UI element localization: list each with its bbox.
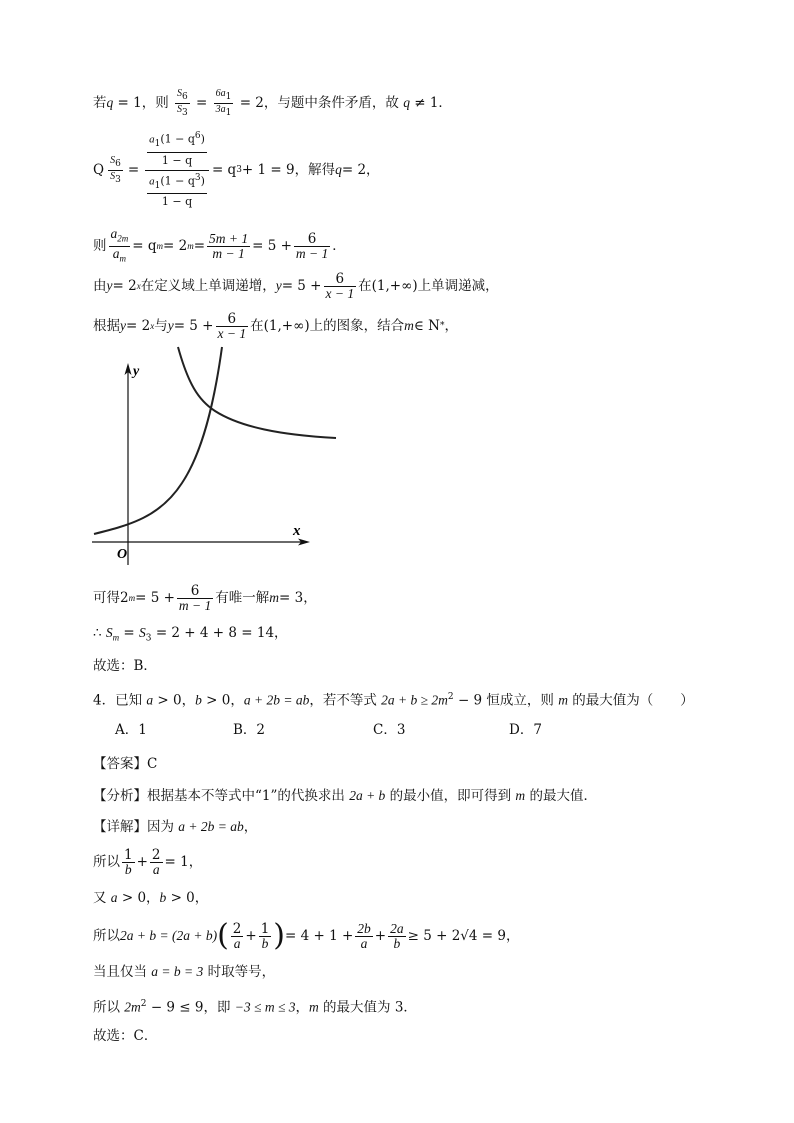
var: m xyxy=(404,318,414,333)
inequality: −3 ≤ m ≤ 3 xyxy=(234,999,296,1015)
text: ，即 xyxy=(203,999,235,1016)
sub: 1 xyxy=(225,108,232,118)
line-ratio-s6-s3: Q $\frac{S_6}{S_3}$ = $\frac{\frac{a_1(1 - q^6)}{1 - q}}{\frac{a_1(1 - q^3)}{1 - q}}$ = q 3 + 1 = 9，解得 q = 2， xyxy=(93,128,380,212)
text: 由 xyxy=(93,278,107,294)
text: 时取等号， xyxy=(203,964,276,980)
text: = 1， xyxy=(164,854,203,870)
text: ． xyxy=(332,238,346,254)
numerator: 2 xyxy=(232,920,242,937)
text: ) xyxy=(200,174,205,188)
var-q: q xyxy=(106,95,114,110)
denominator: m − 1 xyxy=(295,245,329,261)
exponential-curve xyxy=(94,347,222,534)
equation: a + 2b = ab xyxy=(243,692,310,708)
y-axis-label: y xyxy=(133,364,140,379)
text: 若 xyxy=(93,95,107,111)
text: (1 − q xyxy=(160,174,195,188)
var: y xyxy=(106,278,113,293)
fraction-6-x1 xyxy=(324,272,357,301)
numerator: 2 xyxy=(151,846,161,863)
text: 根据基本不等式中“1”的代换求出 xyxy=(147,788,350,804)
text: 又 xyxy=(93,890,111,906)
inner-fraction-bottom xyxy=(147,171,207,210)
fraction-1-b xyxy=(122,848,135,877)
fraction-s6-over-s3 xyxy=(108,155,123,186)
x-axis-label: x xyxy=(293,523,301,539)
text: 的最大值为（ ） xyxy=(567,692,694,709)
line-m-range xyxy=(93,995,417,1017)
numerator: 6 xyxy=(177,584,213,599)
line-graph-intro xyxy=(93,308,458,344)
text: 上的图象，结合 xyxy=(309,318,405,334)
fraction-2-a xyxy=(231,922,244,951)
sub: 1 xyxy=(154,138,161,149)
denominator: b xyxy=(261,935,269,951)
var: a xyxy=(110,225,118,241)
text: = 4 + 1 + xyxy=(285,928,354,944)
text: = 2 xyxy=(112,278,137,294)
numerator: 6 xyxy=(216,312,249,327)
text: 的最大值为 3． xyxy=(318,999,417,1016)
var: S xyxy=(177,88,183,99)
text: = q xyxy=(211,162,237,178)
var-q: q xyxy=(403,95,410,110)
line-choice-b: 故选：B． xyxy=(93,658,157,674)
sup: m xyxy=(187,241,194,251)
text: > 0， xyxy=(153,692,196,709)
option-c: C．3 xyxy=(373,722,406,738)
option-b: B．2 xyxy=(233,722,266,738)
text: 所以 xyxy=(93,928,120,944)
numerator: 5m + 1 xyxy=(209,230,249,246)
var: m xyxy=(515,788,526,803)
detail-line xyxy=(93,818,257,836)
fraction-2a-b xyxy=(388,922,406,951)
text: = 5 + xyxy=(173,318,214,334)
line-reciprocal-sum xyxy=(93,844,202,880)
right-paren: ) xyxy=(273,918,286,953)
sup: 2 xyxy=(447,692,454,702)
denominator: b xyxy=(124,861,132,877)
sup: 3 xyxy=(194,172,201,183)
function-graph xyxy=(90,345,350,570)
analysis-tag: 【分析】 xyxy=(93,788,147,804)
sub: 1 xyxy=(154,180,161,191)
line-q-equals-1: 若q = 1，则 $\frac{S_6}{S_3}$ = $\frac{6a_1}{3a_1}$ = 2，与题中条件矛盾，故 q ≠ 1． xyxy=(93,88,452,118)
text: 则 xyxy=(93,238,107,254)
sub: 3 xyxy=(182,108,188,118)
var: b xyxy=(159,890,167,905)
denominator: m − 1 xyxy=(178,597,212,613)
line-a2m-over-am xyxy=(93,225,346,264)
var: m xyxy=(558,692,568,708)
var: S xyxy=(177,104,183,115)
expression: 2a + b xyxy=(349,788,386,803)
var: y xyxy=(120,318,126,333)
text: > 0， xyxy=(117,890,160,906)
interval: (1,+∞) xyxy=(263,318,310,334)
text: 在 xyxy=(358,278,372,294)
text: 2 xyxy=(120,590,129,606)
text: = 3， xyxy=(279,590,317,606)
denominator: a xyxy=(360,935,368,951)
fraction-6-x1 xyxy=(216,312,249,341)
text: = 2 + 4 + 8 = 14， xyxy=(151,625,288,641)
text: 因为 xyxy=(147,819,179,835)
text: > 0， xyxy=(166,890,209,906)
sup: 2 xyxy=(140,999,147,1009)
text: 1 − q xyxy=(161,153,193,167)
option-d: D．7 xyxy=(509,722,542,738)
text: > 0， xyxy=(201,692,244,709)
symbol-q: Q xyxy=(93,162,105,178)
line-equality-case xyxy=(93,963,275,981)
text: = xyxy=(119,625,140,641)
sup: 6 xyxy=(194,130,201,141)
fraction-6-m1 xyxy=(294,232,330,261)
text: + xyxy=(245,928,257,944)
option-a: A．1 xyxy=(115,722,147,738)
fraction-6-m1 xyxy=(177,584,213,613)
denominator: b xyxy=(393,935,401,951)
text: 在 xyxy=(250,318,264,334)
line-sum xyxy=(93,624,288,648)
answer-line xyxy=(93,755,157,773)
text: 所以 xyxy=(93,854,120,870)
detail-tag: 【详解】 xyxy=(93,819,147,835)
text: = 1，则 xyxy=(113,95,174,111)
fraction-a2m-am xyxy=(109,227,131,265)
equation: a + 2b = ab xyxy=(178,819,244,834)
text: ) xyxy=(200,132,205,146)
text: 与 xyxy=(154,318,168,334)
text: 有唯一解 xyxy=(215,590,270,606)
var: y xyxy=(167,318,174,333)
analysis-line xyxy=(93,787,597,805)
inner-fraction-top xyxy=(147,129,207,168)
text: − 9 xyxy=(453,692,483,709)
text: = 5 + xyxy=(135,590,175,606)
text: (1 − q xyxy=(160,132,195,146)
var: a xyxy=(149,175,155,188)
question-number: 4．已知 xyxy=(93,692,147,709)
var: m xyxy=(269,590,279,605)
text: − 9 ≤ 9 xyxy=(146,999,204,1016)
text: = xyxy=(193,238,206,254)
text: = 2， xyxy=(341,162,380,178)
denominator: a xyxy=(233,935,241,951)
text: ， xyxy=(295,999,309,1016)
text: ≥ 5 + 2√4 = 9， xyxy=(407,928,520,944)
text: ∈ N xyxy=(413,318,440,334)
sub: m xyxy=(119,253,126,264)
line-choice-c: 故选：C． xyxy=(93,1028,158,1044)
sub: 6 xyxy=(115,158,121,169)
line-unique-solution xyxy=(93,580,317,616)
text: + 1 = 9，解得 xyxy=(241,162,336,178)
numerator: 1 xyxy=(260,920,270,937)
text: 当且仅当 xyxy=(93,964,152,980)
text: = 5 + xyxy=(281,278,322,294)
denominator: a xyxy=(152,861,160,877)
numerator: 2a xyxy=(390,920,404,936)
text: 的最小值，即可得到 xyxy=(385,788,516,804)
fraction-2b-a xyxy=(355,922,373,951)
text: ，若不等式 xyxy=(309,692,382,709)
text: ， xyxy=(444,318,458,334)
sub: 6 xyxy=(182,92,188,102)
denominator: x − 1 xyxy=(217,325,247,341)
fraction-5m1-m1 xyxy=(207,232,250,261)
denominator: x − 1 xyxy=(325,285,355,301)
text: 的最大值． xyxy=(525,788,597,804)
answer-value: C xyxy=(147,756,158,772)
text: = 2 xyxy=(163,238,188,254)
numerator: 1 xyxy=(124,846,133,863)
var: S xyxy=(139,625,146,640)
compound-fraction xyxy=(145,129,209,212)
var: 3a xyxy=(215,104,226,115)
text: 1 − q xyxy=(161,195,193,209)
text: = 5 + xyxy=(252,238,292,254)
text: + xyxy=(374,928,387,944)
sup: * xyxy=(439,321,445,331)
sup: x xyxy=(150,321,155,331)
answer-tag: 【答案】 xyxy=(93,756,147,772)
var: S xyxy=(105,625,113,640)
fraction-2-a xyxy=(150,848,163,877)
interval: (1,+∞) xyxy=(371,278,418,294)
sub: 3 xyxy=(145,633,152,644)
sup: m xyxy=(156,241,163,251)
sup: 3 xyxy=(236,165,242,175)
text: 所以 xyxy=(93,999,125,1016)
sub: 1 xyxy=(225,92,232,102)
text: + xyxy=(136,854,148,870)
text: = 2 xyxy=(126,318,151,334)
text: = q xyxy=(132,238,157,254)
line-am-gm xyxy=(93,916,519,956)
fraction-1-b xyxy=(259,922,272,951)
var: y xyxy=(275,278,282,293)
var: a xyxy=(146,692,154,708)
sub: m xyxy=(112,632,120,643)
var: 6a xyxy=(215,88,226,99)
var: m xyxy=(308,999,319,1015)
var: S xyxy=(110,170,116,182)
expression: 2m xyxy=(124,999,141,1015)
sup: m xyxy=(128,593,136,603)
denominator: m − 1 xyxy=(212,245,245,261)
equation: a = b = 3 xyxy=(151,964,204,979)
text: ， xyxy=(243,819,258,835)
sub: 2m xyxy=(117,233,129,244)
sub: 3 xyxy=(115,174,121,185)
text: 上单调递减， xyxy=(417,278,499,294)
left-paren: ( xyxy=(217,918,229,953)
origin-label: O xyxy=(117,547,128,562)
text: ≠ 1． xyxy=(409,95,452,111)
fraction-s6-s3 xyxy=(175,88,190,119)
text: = 2，与题中条件矛盾，故 xyxy=(235,95,404,111)
line-positive xyxy=(93,889,208,907)
numerator: 6 xyxy=(324,272,357,287)
text: 在定义域上单调递增， xyxy=(140,278,276,294)
text: 根据 xyxy=(93,318,120,334)
numerator: 2b xyxy=(357,920,371,936)
var: q xyxy=(335,162,342,177)
inequality: 2a + b ≥ 2m xyxy=(381,692,448,708)
hyperbola-curve xyxy=(178,347,336,438)
line-monotonic xyxy=(93,268,499,304)
text: 可得 xyxy=(93,590,120,606)
var: a xyxy=(112,245,120,261)
numerator: 6 xyxy=(294,232,330,247)
question-4 xyxy=(93,688,694,710)
text: 恒成立，则 xyxy=(482,692,559,709)
var: a xyxy=(149,133,155,146)
fraction-6a1-3a1 xyxy=(214,88,234,119)
sup: x xyxy=(136,281,141,291)
var: b xyxy=(195,692,202,708)
therefore-symbol: ∴ xyxy=(93,625,106,641)
var: a xyxy=(110,890,118,905)
var: S xyxy=(110,154,116,166)
expression: 2a + b = (2a + b) xyxy=(120,928,218,943)
